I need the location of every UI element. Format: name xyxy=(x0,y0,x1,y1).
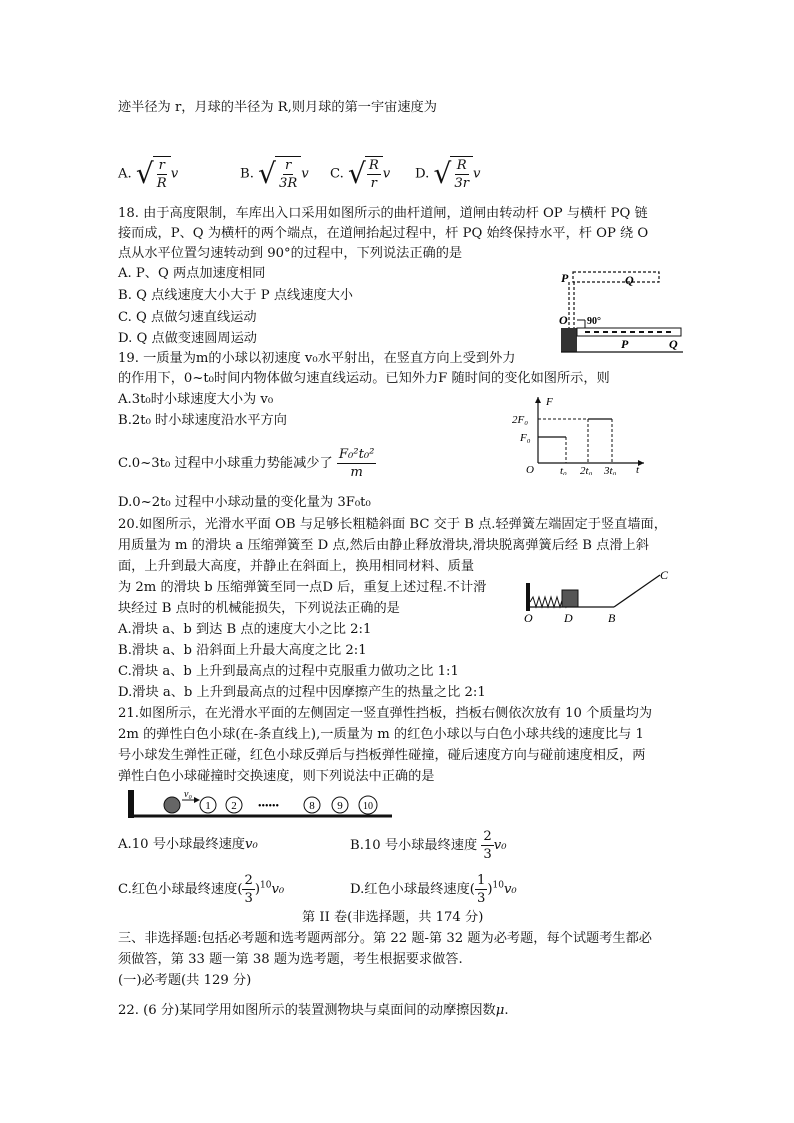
option-b: B.滑块 a、b 沿斜面上升最大高度之比 2:1 xyxy=(118,643,367,658)
question-20-line: 20.如图所示，光滑水平面 OB 与足够长粗糙斜面 BC 交于 B 点.轻弹簧左端固定于竖直墙面， xyxy=(118,517,667,532)
fraction: $\frac{2}{3}$ xyxy=(244,873,253,906)
ball-label: 2 xyxy=(231,800,237,812)
sqrt-expression: √ $\frac{r}{R}$ xyxy=(136,156,171,192)
option-c: C. √ $\frac{R}{r}$ v xyxy=(330,157,391,191)
question-21-line: 弹性白色小球碰撞时交换速度，则下列说法中正确的是 xyxy=(118,769,435,784)
fraction: $\frac{2}{3}$ xyxy=(483,829,492,862)
question-22-line: 22. (6 分)某同学用如图所示的装置测物块与桌面间的动摩擦因数μ. xyxy=(118,1003,509,1018)
question-20-line: 面，上升到最大高度，并静止在斜面上，换用相同材料、质量 xyxy=(118,559,475,574)
section-line: 三、非选择题:包括必考题和选考题两部分。第 22 题-第 32 题为必考题，每个试题考生都必 xyxy=(118,931,652,946)
ellipsis: •••••• xyxy=(258,801,280,812)
text-line: 迹半径为 r，月球的半径为 R,则月球的第一宇宙速度为 xyxy=(118,100,437,115)
question-19-line: 19. 一质量为m的小球以初速度 v₀水平射出，在竖直方向上受到外力 xyxy=(118,351,516,366)
point-c-label: C xyxy=(660,568,669,582)
option-label: C. xyxy=(330,166,344,182)
sqrt-expression: √ $\frac{r}{3R}$ xyxy=(258,156,301,192)
option-d: D.滑块 a、b 上升到最高点的过程中因摩擦产生的热量之比 2:1 xyxy=(118,685,486,700)
point-p-label: P xyxy=(621,337,629,351)
point-d-label: D xyxy=(564,611,573,625)
tick-label: 2F₀ xyxy=(512,414,529,426)
option-label: A. xyxy=(118,166,132,182)
tick-label: F₀ xyxy=(520,432,531,444)
balls-figure xyxy=(126,788,396,820)
question-18-line: 点从水平位置匀速转动到 90°的过程中，下列说法正确的是 xyxy=(118,246,463,261)
section-line: 须做答，第 33 题一第 38 题为选考题，考生根据要求做答. xyxy=(118,952,463,967)
point-o-label: O xyxy=(559,313,568,327)
question-18-line: 接而成，P、Q 为横杆的两个端点，在道闸抬起过程中，杆 PQ 始终保持水平，杆 OP 绕 O xyxy=(118,226,649,241)
question-20-line: 块经过 B 点时的机械能损失，下列说法正确的是 xyxy=(118,601,400,616)
question-20-line: 为 2m 的滑块 b 压缩弹簧至同一点D 后，重复上述过程.不计滑 xyxy=(118,580,487,595)
point-o-label: O xyxy=(524,611,533,625)
option-d: D.红色小球最终速度( $\frac{1}{3}$ )$^{10}$v₀ xyxy=(350,873,517,906)
tick-label: 2t₀ xyxy=(580,465,593,475)
option-c: C.红色小球最终速度( $\frac{2}{3}$ )$^{10}$v₀ xyxy=(118,873,285,906)
fraction: $\frac{\text{F₀²t₀²}}{m}$ xyxy=(338,447,375,480)
question-21-line: 2m 的弹性白色小球(在-条直线上),一质量为 m 的红色小球以与白色小球共线的速度比与 1 xyxy=(118,727,644,742)
option-c: C. Q 点做匀速直线运动 xyxy=(118,310,257,325)
barrier-gate-figure xyxy=(555,268,690,358)
question-21-line: 21.如图所示，在光滑水平面的左侧固定一竖直弹性挡板，挡板右侧依次放有 10 个质量均为 xyxy=(118,706,653,721)
option-d: D. √ $\frac{R}{3r}$ v xyxy=(415,157,481,191)
point-p-label: P xyxy=(561,271,569,285)
ball-label: 10 xyxy=(363,801,373,812)
axis-label-t: t xyxy=(636,464,640,475)
force-time-graph xyxy=(508,393,648,475)
point-q-label: Q xyxy=(669,337,678,351)
option-a: A.滑块 a、b 到达 B 点的速度大小之比 2:1 xyxy=(118,622,372,637)
fraction: $\frac{1}{3}$ xyxy=(476,873,486,906)
ball-label: 9 xyxy=(337,800,343,812)
sqrt-expression: √ $\frac{R}{r}$ xyxy=(348,156,383,192)
ball-label: 1 xyxy=(205,800,211,812)
ball-label: 8 xyxy=(309,800,315,812)
option-a: A.10 号小球最终速度v₀ xyxy=(118,837,258,852)
option-b: B. Q 点线速度大小大于 P 点线速度大小 xyxy=(118,288,353,303)
option-d: D. Q 点做变速圆周运动 xyxy=(118,331,257,346)
point-b-label: B xyxy=(608,611,616,625)
sqrt-expression: √ $\frac{R}{3r}$ xyxy=(434,156,474,192)
option-b: B.10 号小球最终速度 $\frac{2}{3}$ v₀ xyxy=(350,829,507,862)
option-c: C.0~3t₀ 过程中小球重力势能减少了 $\frac{\text{F₀²t₀²}}{m}$ xyxy=(118,447,375,480)
angle-label: 90° xyxy=(587,316,601,327)
point-q-label: Q xyxy=(625,273,634,287)
question-19-line: 的作用下，0~t₀时间内物体做匀速直线运动。已知外力F 随时间的变化如图所示，则 xyxy=(118,371,610,386)
option-c: C.滑块 a、b 上升到最高点的过程中克服重力做功之比 1:1 xyxy=(118,664,459,679)
option-b: B. √ $\frac{r}{3R}$ v xyxy=(240,157,309,191)
option-label: B. xyxy=(240,166,254,182)
tick-label: t₀ xyxy=(560,465,567,475)
option-a: A. √ $\frac{r}{R}$ v xyxy=(118,157,179,191)
question-20-line: 用质量为 m 的滑块 a 压缩弹簧至 D 点,然后由静止释放滑块,滑块脱离弹簧后经 B 点滑上斜 xyxy=(118,538,649,553)
axis-label-f: F xyxy=(546,396,553,408)
section-title: 第 II 卷(非选择题，共 174 分) xyxy=(302,910,484,925)
section-line: (一)必考题(共 129 分) xyxy=(118,973,252,988)
origin-label: O xyxy=(526,464,534,475)
option-a: A. P、Q 两点加速度相同 xyxy=(118,266,266,281)
question-21-line: 号小球发生弹性正碰，红色小球反弹后与挡板弹性碰撞，碰后速度方向与碰前速度相反，两 xyxy=(118,748,646,763)
option-d: D.0~2t₀ 过程中小球动量的变化量为 3F₀t₀ xyxy=(118,495,371,510)
spring-incline-figure xyxy=(518,565,678,625)
option-a: A.3t₀时小球速度大小为 v₀ xyxy=(118,392,274,407)
velocity-label: v₀ xyxy=(184,789,192,800)
question-18-line: 18. 由于高度限制，车库出入口采用如图所示的曲杆道闸，道闸由转动杆 OP 与横杆 PQ 链 xyxy=(118,206,648,221)
option-b: B.2t₀ 时小球速度沿水平方向 xyxy=(118,413,287,428)
tick-label: 3t₀ xyxy=(604,465,617,475)
option-label: D. xyxy=(415,166,430,182)
